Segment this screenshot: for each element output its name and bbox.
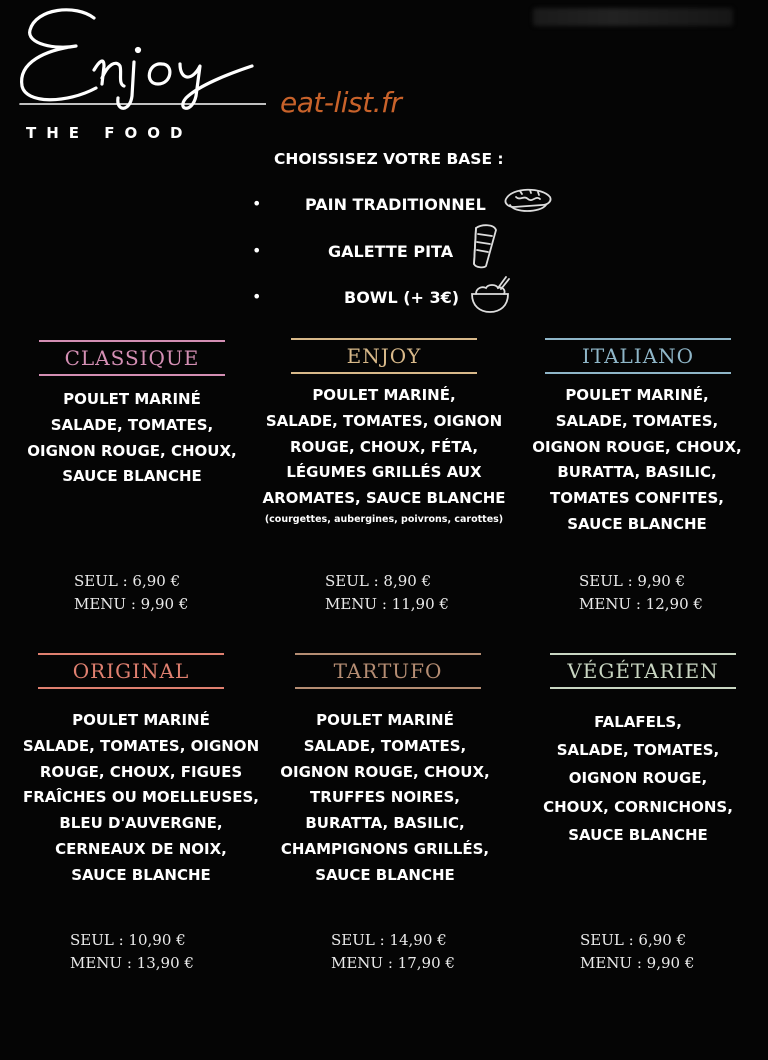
- bullet: •: [252, 194, 262, 213]
- card-price-italiano: SEUL : 9,90 € MENU : 12,90 €: [579, 572, 703, 613]
- base-item-bowl: BOWL (+ 3€): [344, 288, 460, 307]
- card-desc-italiano: POULET MARINÉ, SALADE, TOMATES, OIGNON ROUGE, CHOUX, BURATTA, BASILIC, TOMATES CONFITES, SAUCE BLANCHE: [532, 386, 742, 533]
- card-note-enjoy: (courgettes, aubergines, poivrons, carottes): [264, 514, 504, 525]
- card-title-vegetarien: VÉGÉTARIEN: [550, 653, 736, 687]
- card-price-classique: SEUL : 6,90 € MENU : 9,90 €: [74, 572, 189, 613]
- card-desc-classique: POULET MARINÉ SALADE, TOMATES, OIGNON ROUGE, CHOUX, SAUCE BLANCHE: [27, 390, 237, 486]
- blurred-header-text: [533, 8, 733, 26]
- watermark: eat-list.fr: [280, 86, 402, 119]
- enjoy-script-logo: [16, 0, 266, 120]
- base-item-pain: PAIN TRADITIONNEL: [305, 195, 486, 214]
- card-desc-enjoy: POULET MARINÉ, SALADE, TOMATES, OIGNON ROUGE, CHOUX, FÉTA, LÉGUMES GRILLÉS AUX AROMATES, SAUCE BLANCHE: [262, 386, 506, 508]
- logo-tagline: THE FOOD: [26, 124, 193, 142]
- card-desc-original: POULET MARINÉ SALADE, TOMATES, OIGNON ROUGE, CHOUX, FIGUES FRAÎCHES OU MOELLEUSES, BLEU D'AUVERGNE, CERNEAUX DE NOIX, SAUCE BLANCHE: [22, 711, 260, 884]
- card-price-tartufo: SEUL : 14,90 € MENU : 17,90 €: [331, 931, 455, 972]
- card-price-enjoy: SEUL : 8,90 € MENU : 11,90 €: [325, 572, 449, 613]
- card-title-original: ORIGINAL: [38, 653, 224, 687]
- bowl-icon: [468, 274, 512, 320]
- card-title-italiano: ITALIANO: [545, 338, 731, 372]
- card-title-enjoy: ENJOY: [291, 338, 477, 372]
- base-title: CHOISSISEZ VOTRE BASE :: [274, 150, 504, 168]
- card-desc-tartufo: POULET MARINÉ SALADE, TOMATES, OIGNON ROUGE, CHOUX, TRUFFES NOIRES, BURATTA, BASILIC, CHAMPIGNONS GRILLÉS, SAUCE BLANCHE: [280, 711, 490, 884]
- wrap-icon: [468, 222, 500, 274]
- bullet: •: [252, 287, 262, 306]
- card-price-vegetarien: SEUL : 6,90 € MENU : 9,90 €: [580, 931, 695, 972]
- card-title-classique: CLASSIQUE: [39, 340, 225, 374]
- card-price-original: SEUL : 10,90 € MENU : 13,90 €: [70, 931, 194, 972]
- bullet: •: [252, 241, 262, 260]
- card-title-tartufo: TARTUFO: [295, 653, 481, 687]
- base-item-pita: GALETTE PITA: [328, 242, 454, 261]
- sandwich-icon: [502, 185, 554, 221]
- card-desc-vegetarien: FALAFELS, SALADE, TOMATES, OIGNON ROUGE, CHOUX, CORNICHONS, SAUCE BLANCHE: [543, 713, 733, 844]
